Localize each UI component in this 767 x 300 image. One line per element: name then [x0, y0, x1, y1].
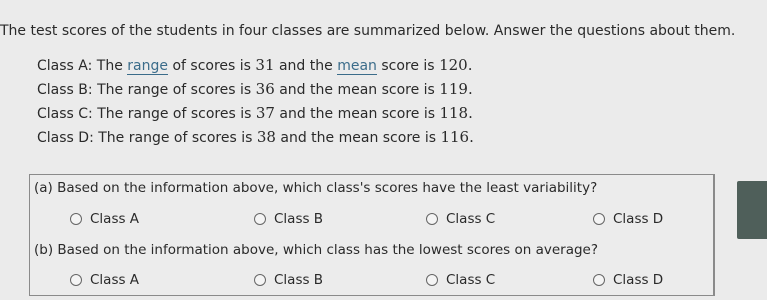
mean-value: 116: [440, 128, 470, 146]
class-d-summary: Class D: The range of scores is 38 and the mean score is 116.: [37, 128, 474, 146]
class-label: Class D:: [37, 130, 94, 146]
class-b-summary: Class B: The range of scores is 36 and the mean score is 119.: [37, 80, 473, 98]
radio-button[interactable]: [254, 213, 266, 225]
question-a-option-class-b[interactable]: Class B: [254, 211, 323, 227]
radio-button[interactable]: [593, 213, 605, 225]
question-b-option-class-b[interactable]: Class B: [254, 272, 323, 288]
range-value: 37: [255, 104, 275, 122]
mean-value: 119: [439, 80, 468, 98]
class-label: Class A:: [37, 58, 93, 74]
class-c-summary: Class C: The range of scores is 37 and the mean score is 118.: [37, 104, 473, 122]
question-a-option-class-c[interactable]: Class C: [426, 211, 495, 227]
question-b-text: (b) Based on the information above, which class has the lowest scores on average?: [34, 242, 599, 258]
class-label: Class C:: [37, 106, 93, 122]
range-value: 36: [255, 80, 275, 98]
questions-panel: [29, 174, 715, 296]
range-value: 38: [256, 128, 276, 146]
class-a-summary: Class A: The range of scores is 31 and the mean score is 120.: [37, 56, 473, 74]
mean-value: 120: [439, 56, 468, 74]
question-a-option-class-d[interactable]: Class D: [593, 211, 663, 227]
question-b-option-class-a[interactable]: Class A: [70, 272, 139, 288]
intro-text: The test scores of the students in four classes are summarized below. Answer the questions about them.: [0, 23, 736, 39]
question-a-option-class-a[interactable]: Class A: [70, 211, 139, 227]
range-value: 31: [255, 56, 275, 74]
range-link[interactable]: range: [127, 58, 169, 74]
question-a-text: (a) Based on the information above, which class's scores have the least variability?: [34, 180, 598, 196]
question-b-option-class-c[interactable]: Class C: [426, 272, 495, 288]
side-panel-tab[interactable]: [737, 181, 767, 239]
radio-button[interactable]: [593, 274, 605, 286]
class-label: Class B:: [37, 82, 93, 98]
radio-button[interactable]: [70, 213, 82, 225]
radio-button[interactable]: [426, 213, 438, 225]
radio-button[interactable]: [426, 274, 438, 286]
mean-value: 118: [439, 104, 469, 122]
question-b-option-class-d[interactable]: Class D: [593, 272, 663, 288]
radio-button[interactable]: [70, 274, 82, 286]
radio-button[interactable]: [254, 274, 266, 286]
mean-link[interactable]: mean: [337, 58, 377, 74]
